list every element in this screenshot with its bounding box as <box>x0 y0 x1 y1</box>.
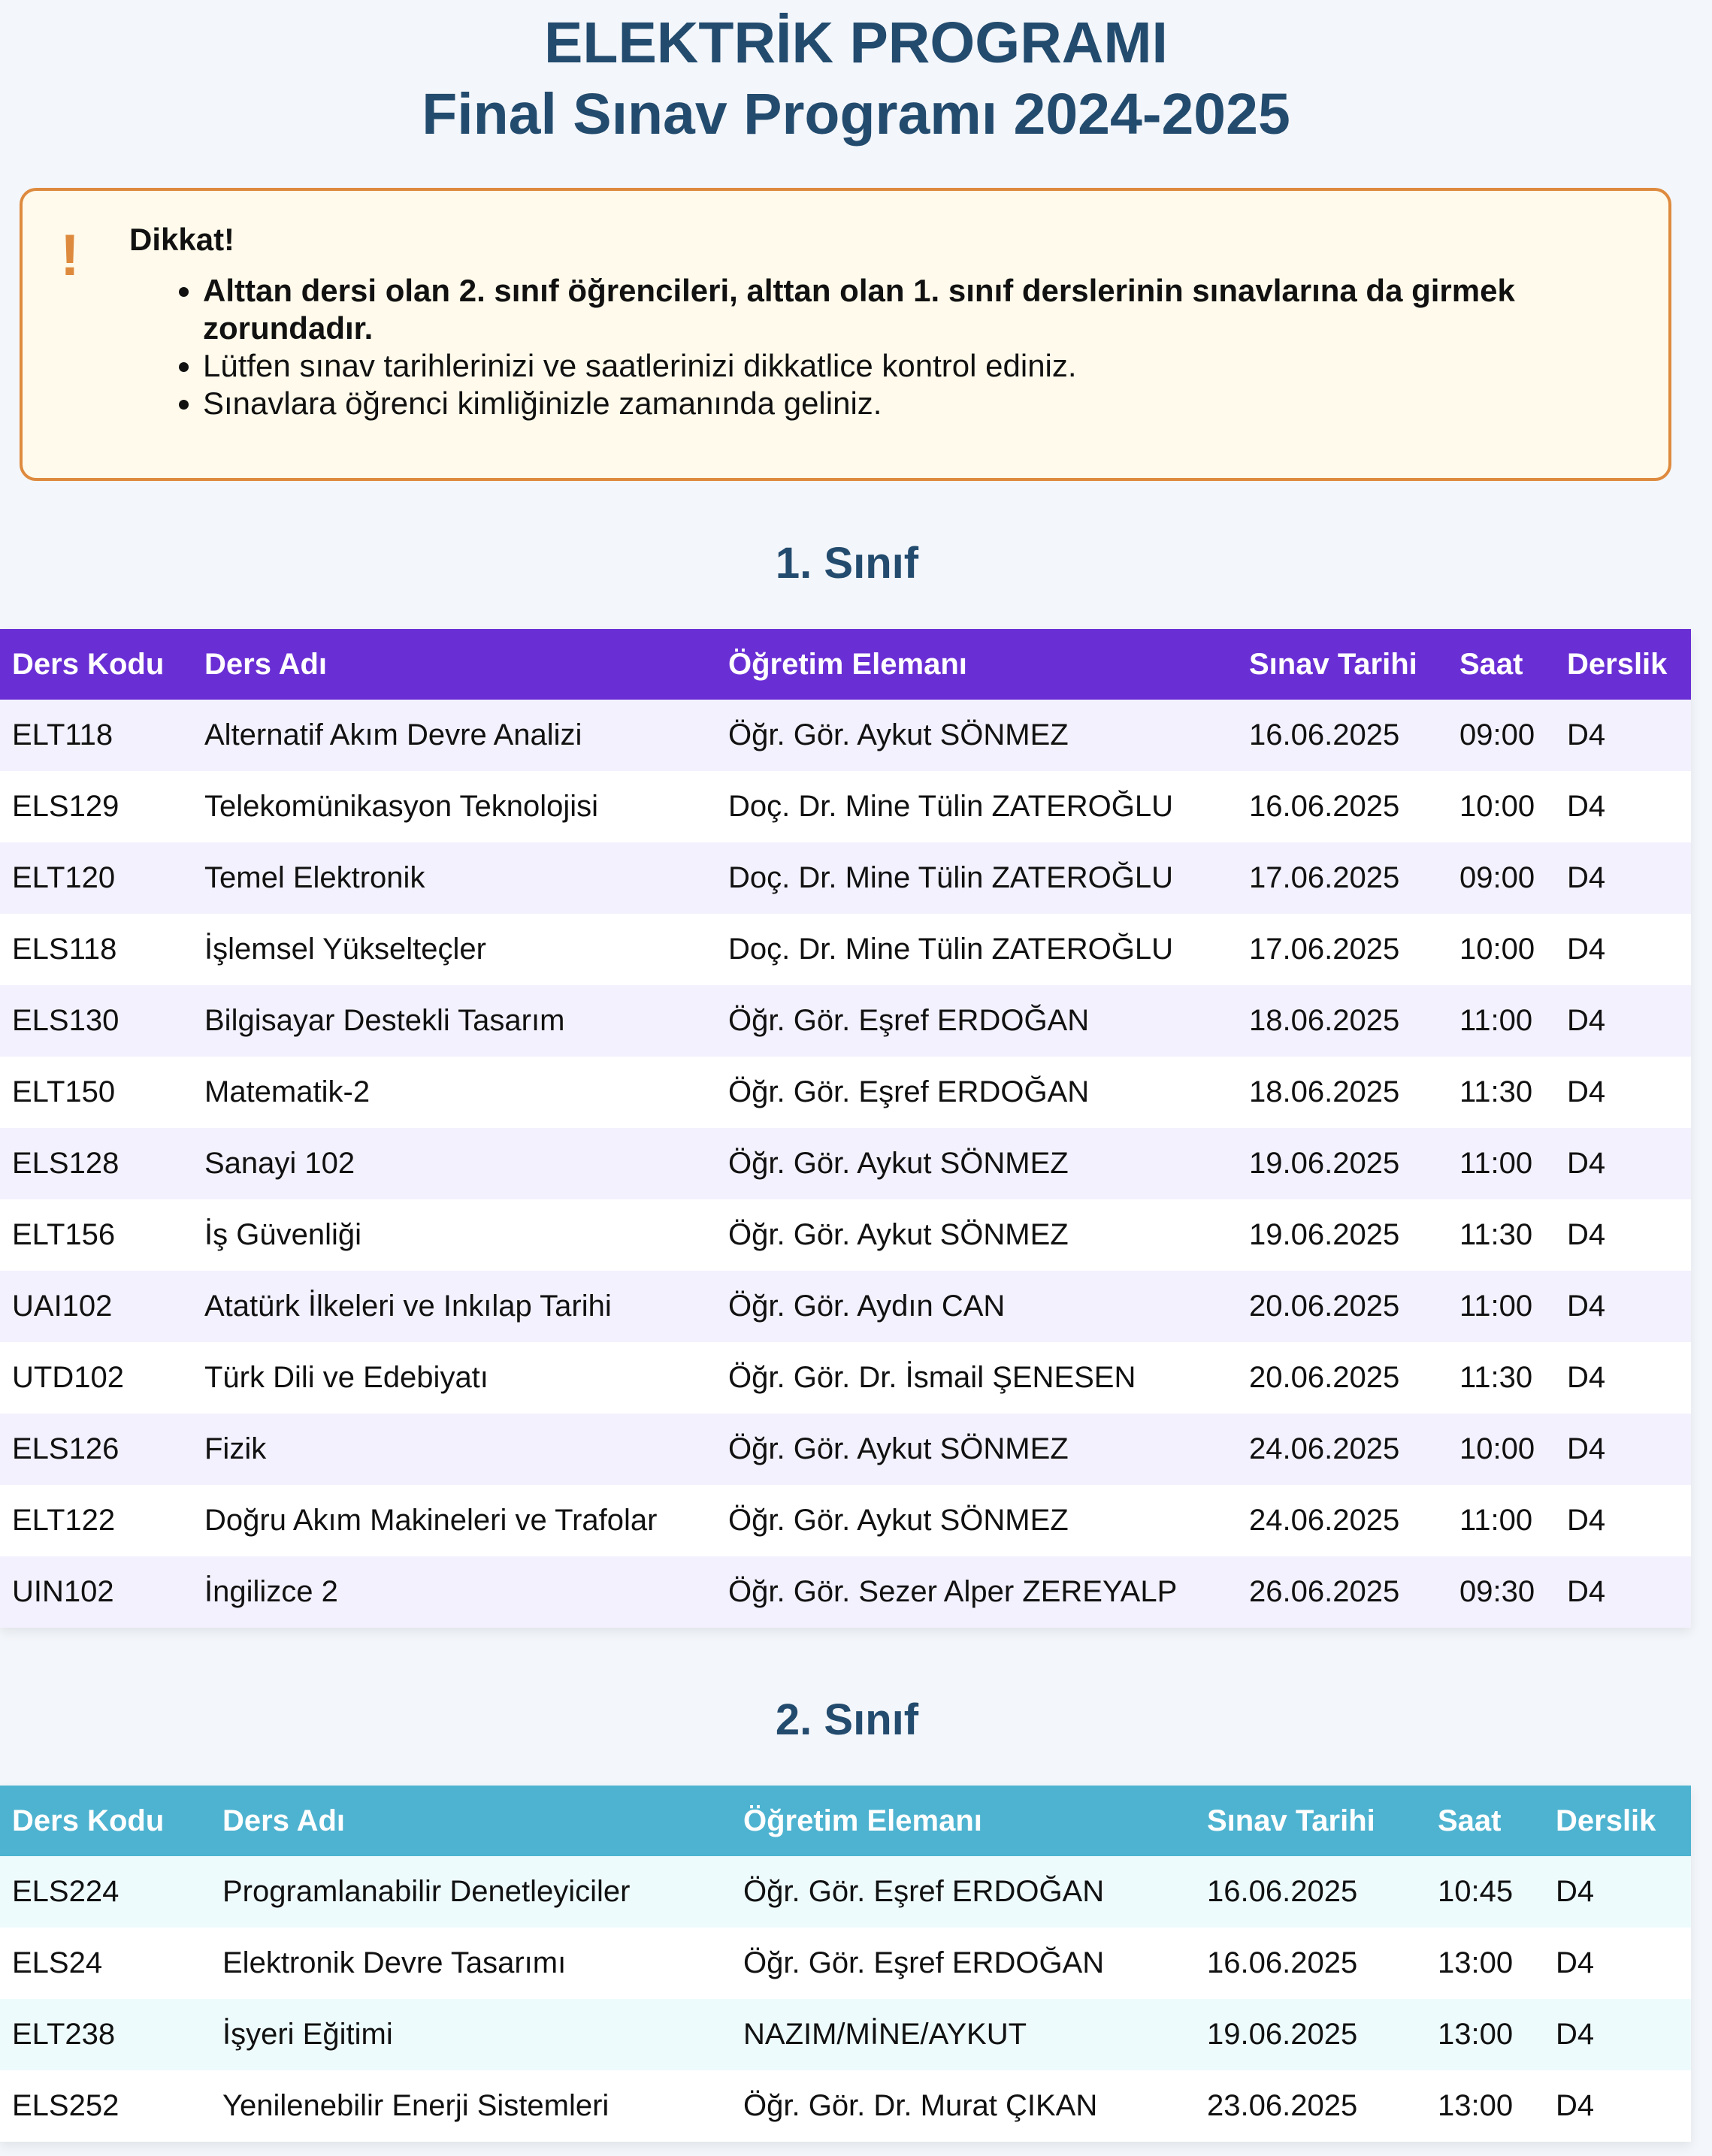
cell-exam-date: 24.06.2025 <box>1249 1504 1400 1537</box>
cell-instructor: Öğr. Gör. Dr. Murat ÇIKAN <box>743 2089 1098 2122</box>
column-header-exam-date: Sınav Tarihi <box>1195 1786 1426 1856</box>
cell-room: D4 <box>1556 2089 1595 2122</box>
cell-course-code: ELT150 <box>12 1075 116 1108</box>
table-row <box>0 700 1691 771</box>
page-title <box>0 0 1712 150</box>
cell-course-name: Programlanabilir Denetleyiciler <box>222 1875 631 1908</box>
cell-course-name: Alternatif Akım Devre Analizi <box>204 718 582 751</box>
cell-course-code: UIN102 <box>12 1575 114 1608</box>
cell-course-code: ELS252 <box>12 2089 119 2122</box>
cell-room: D4 <box>1567 1575 1606 1608</box>
cell-time: 13:00 <box>1438 1946 1514 1979</box>
cell-course-name: Sanayi 102 <box>204 1147 355 1180</box>
cell-course-code: ELT238 <box>12 2018 116 2051</box>
column-header-course-name: Ders Adı <box>192 629 716 700</box>
cell-exam-date: 19.06.2025 <box>1207 2018 1358 2051</box>
cell-time: 13:00 <box>1438 2089 1514 2122</box>
cell-course-code: ELT120 <box>12 861 116 894</box>
cell-room: D4 <box>1567 861 1606 894</box>
cell-course-code: UTD102 <box>12 1361 124 1394</box>
cell-course-code: ELT156 <box>12 1218 116 1251</box>
cell-instructor: Öğr. Gör. Eşref ERDOĞAN <box>743 1946 1105 1979</box>
table-row <box>0 1556 1691 1628</box>
cell-course-code: ELS129 <box>12 790 119 823</box>
cell-time: 11:30 <box>1459 1361 1533 1394</box>
page-title-line2: Final Sınav Programı 2024-2025 <box>422 82 1290 147</box>
cell-course-code: UAI102 <box>12 1290 113 1323</box>
table-row <box>0 1928 1691 1999</box>
cell-instructor: Öğr. Gör. Sezer Alper ZEREYALP <box>728 1575 1178 1608</box>
cell-room: D4 <box>1556 2018 1595 2051</box>
cell-instructor: Öğr. Gör. Aykut SÖNMEZ <box>728 1432 1069 1465</box>
table-header-row <box>0 629 1691 700</box>
cell-exam-date: 19.06.2025 <box>1249 1147 1400 1180</box>
cell-course-name: Atatürk İlkeleri ve Inkılap Tarihi <box>204 1290 612 1323</box>
cell-room: D4 <box>1567 1290 1606 1323</box>
cell-course-code: ELS118 <box>12 933 117 966</box>
cell-room: D4 <box>1556 1875 1595 1908</box>
cell-exam-date: 24.06.2025 <box>1249 1432 1400 1465</box>
cell-exam-date: 18.06.2025 <box>1249 1075 1400 1108</box>
cell-course-name: Matematik-2 <box>204 1075 371 1108</box>
cell-time: 10:00 <box>1459 790 1535 823</box>
table-row <box>0 1485 1691 1556</box>
cell-exam-date: 26.06.2025 <box>1249 1575 1400 1608</box>
cell-time: 11:00 <box>1459 1290 1533 1323</box>
cell-course-name: Türk Dili ve Edebiyatı <box>204 1361 488 1394</box>
column-header-time: Saat <box>1426 1786 1544 1856</box>
table-row <box>0 985 1691 1057</box>
column-header-course-name: Ders Adı <box>210 1786 731 1856</box>
cell-time: 09:00 <box>1459 718 1535 751</box>
cell-course-code: ELT118 <box>12 718 113 751</box>
column-header-course-code: Ders Kodu <box>0 1786 210 1856</box>
cell-course-name: İşlemsel Yükselteçler <box>204 933 486 966</box>
column-header-exam-date: Sınav Tarihi <box>1237 629 1447 700</box>
cell-time: 11:00 <box>1459 1147 1533 1180</box>
page-title-line1: ELEKTRİK PROGRAMI <box>544 11 1168 75</box>
cell-time: 09:00 <box>1459 861 1535 894</box>
cell-exam-date: 23.06.2025 <box>1207 2089 1358 2122</box>
cell-course-code: ELS128 <box>12 1147 119 1180</box>
cell-course-code: ELT122 <box>12 1504 116 1537</box>
cell-room: D4 <box>1567 1432 1606 1465</box>
cell-course-code: ELS130 <box>12 1004 119 1037</box>
table-row <box>0 1057 1691 1128</box>
cell-room: D4 <box>1567 933 1606 966</box>
cell-instructor: Doç. Dr. Mine Tülin ZATEROĞLU <box>728 790 1173 823</box>
cell-course-name: İngilizce 2 <box>204 1575 338 1608</box>
cell-time: 10:00 <box>1459 1432 1535 1465</box>
cell-exam-date: 17.06.2025 <box>1249 933 1400 966</box>
cell-instructor: Doç. Dr. Mine Tülin ZATEROĞLU <box>728 861 1173 894</box>
schedule-table-class-2 <box>0 1786 1691 2142</box>
cell-instructor: Öğr. Gör. Aykut SÖNMEZ <box>728 1218 1069 1251</box>
cell-instructor: Öğr. Gör. Eşref ERDOĞAN <box>728 1004 1090 1037</box>
cell-course-name: Yenilenebilir Enerji Sistemleri <box>222 2089 609 2122</box>
table-row <box>0 771 1691 842</box>
schedule-table-class-1 <box>0 629 1691 1628</box>
cell-room: D4 <box>1567 1147 1606 1180</box>
notice-item: • Alttan dersi olan 2. sınıf öğrencileri, alttan olan 1. sınıf derslerinin sınavlarına da girmek zorundadır. <box>203 272 1616 347</box>
cell-instructor: Öğr. Gör. Dr. İsmail ŞENESEN <box>728 1361 1136 1394</box>
cell-instructor: Öğr. Gör. Eşref ERDOĞAN <box>728 1075 1090 1108</box>
cell-exam-date: 19.06.2025 <box>1249 1218 1400 1251</box>
cell-course-name: İş Güvenliği <box>204 1218 361 1251</box>
cell-instructor: Öğr. Gör. Eşref ERDOĞAN <box>743 1875 1105 1908</box>
cell-exam-date: 16.06.2025 <box>1249 790 1400 823</box>
cell-room: D4 <box>1567 1004 1606 1037</box>
cell-time: 11:30 <box>1459 1218 1533 1251</box>
cell-room: D4 <box>1567 1218 1606 1251</box>
column-header-time: Saat <box>1447 629 1555 700</box>
cell-time: 13:00 <box>1438 2018 1514 2051</box>
column-header-course-code: Ders Kodu <box>0 629 192 700</box>
cell-course-name: Bilgisayar Destekli Tasarım <box>204 1004 565 1037</box>
notice-item: • Lütfen sınav tarihlerinizi ve saatlerinizi dikkatlice kontrol ediniz. <box>203 347 1616 385</box>
cell-course-name: Fizik <box>204 1432 267 1465</box>
cell-time: 11:00 <box>1459 1004 1533 1037</box>
cell-room: D4 <box>1567 1504 1606 1537</box>
cell-instructor: NAZIM/MİNE/AYKUT <box>743 2018 1027 2051</box>
cell-room: D4 <box>1567 718 1606 751</box>
warning-notice <box>20 188 1671 481</box>
column-header-instructor: Öğretim Elemanı <box>716 629 1237 700</box>
cell-time: 09:30 <box>1459 1575 1535 1608</box>
cell-course-code: ELS224 <box>12 1875 119 1908</box>
cell-exam-date: 20.06.2025 <box>1249 1290 1400 1323</box>
table-row <box>0 1271 1691 1342</box>
table-row <box>0 2070 1691 2142</box>
cell-room: D4 <box>1567 1075 1606 1108</box>
cell-time: 10:45 <box>1438 1875 1514 1908</box>
column-header-instructor: Öğretim Elemanı <box>731 1786 1195 1856</box>
section-title-class-2: 2. Sınıf <box>775 1695 919 1744</box>
cell-instructor: Doç. Dr. Mine Tülin ZATEROĞLU <box>728 933 1173 966</box>
cell-exam-date: 16.06.2025 <box>1207 1946 1358 1979</box>
table-row <box>0 1342 1691 1414</box>
table-row <box>0 1199 1691 1271</box>
cell-course-name: İşyeri Eğitimi <box>222 2018 393 2051</box>
cell-room: D4 <box>1556 1946 1595 1979</box>
cell-exam-date: 16.06.2025 <box>1207 1875 1358 1908</box>
exclamation-icon: ! <box>60 222 80 288</box>
cell-course-name: Telekomünikasyon Teknolojisi <box>204 790 598 823</box>
cell-exam-date: 17.06.2025 <box>1249 861 1400 894</box>
cell-course-code: ELS24 <box>12 1946 103 1979</box>
table-header-row <box>0 1786 1691 1856</box>
table-row <box>0 1414 1691 1485</box>
cell-instructor: Öğr. Gör. Aydın CAN <box>728 1290 1006 1323</box>
cell-time: 11:30 <box>1459 1075 1533 1108</box>
cell-instructor: Öğr. Gör. Aykut SÖNMEZ <box>728 1504 1069 1537</box>
section-title-class-1: 1. Sınıf <box>775 539 919 588</box>
cell-course-name: Temel Elektronik <box>204 861 425 894</box>
cell-time: 11:00 <box>1459 1504 1533 1537</box>
cell-exam-date: 20.06.2025 <box>1249 1361 1400 1394</box>
cell-course-name: Doğru Akım Makineleri ve Trafolar <box>204 1504 658 1537</box>
table-row <box>0 914 1691 985</box>
column-header-room: Derslik <box>1555 629 1691 700</box>
cell-exam-date: 16.06.2025 <box>1249 718 1400 751</box>
cell-instructor: Öğr. Gör. Aykut SÖNMEZ <box>728 1147 1069 1180</box>
cell-instructor: Öğr. Gör. Aykut SÖNMEZ <box>728 718 1069 751</box>
notice-heading: Dikkat! <box>129 222 235 257</box>
notice-list <box>203 272 1616 422</box>
table-row <box>0 1856 1691 1928</box>
table-row <box>0 842 1691 914</box>
cell-room: D4 <box>1567 790 1606 823</box>
cell-course-name: Elektronik Devre Tasarımı <box>222 1946 567 1979</box>
cell-exam-date: 18.06.2025 <box>1249 1004 1400 1037</box>
notice-item: • Sınavlara öğrenci kimliğinizle zamanında geliniz. <box>203 385 1616 422</box>
cell-course-code: ELS126 <box>12 1432 119 1465</box>
cell-room: D4 <box>1567 1361 1606 1394</box>
column-header-room: Derslik <box>1544 1786 1691 1856</box>
cell-time: 10:00 <box>1459 933 1535 966</box>
table-row <box>0 1128 1691 1199</box>
table-row <box>0 1999 1691 2070</box>
